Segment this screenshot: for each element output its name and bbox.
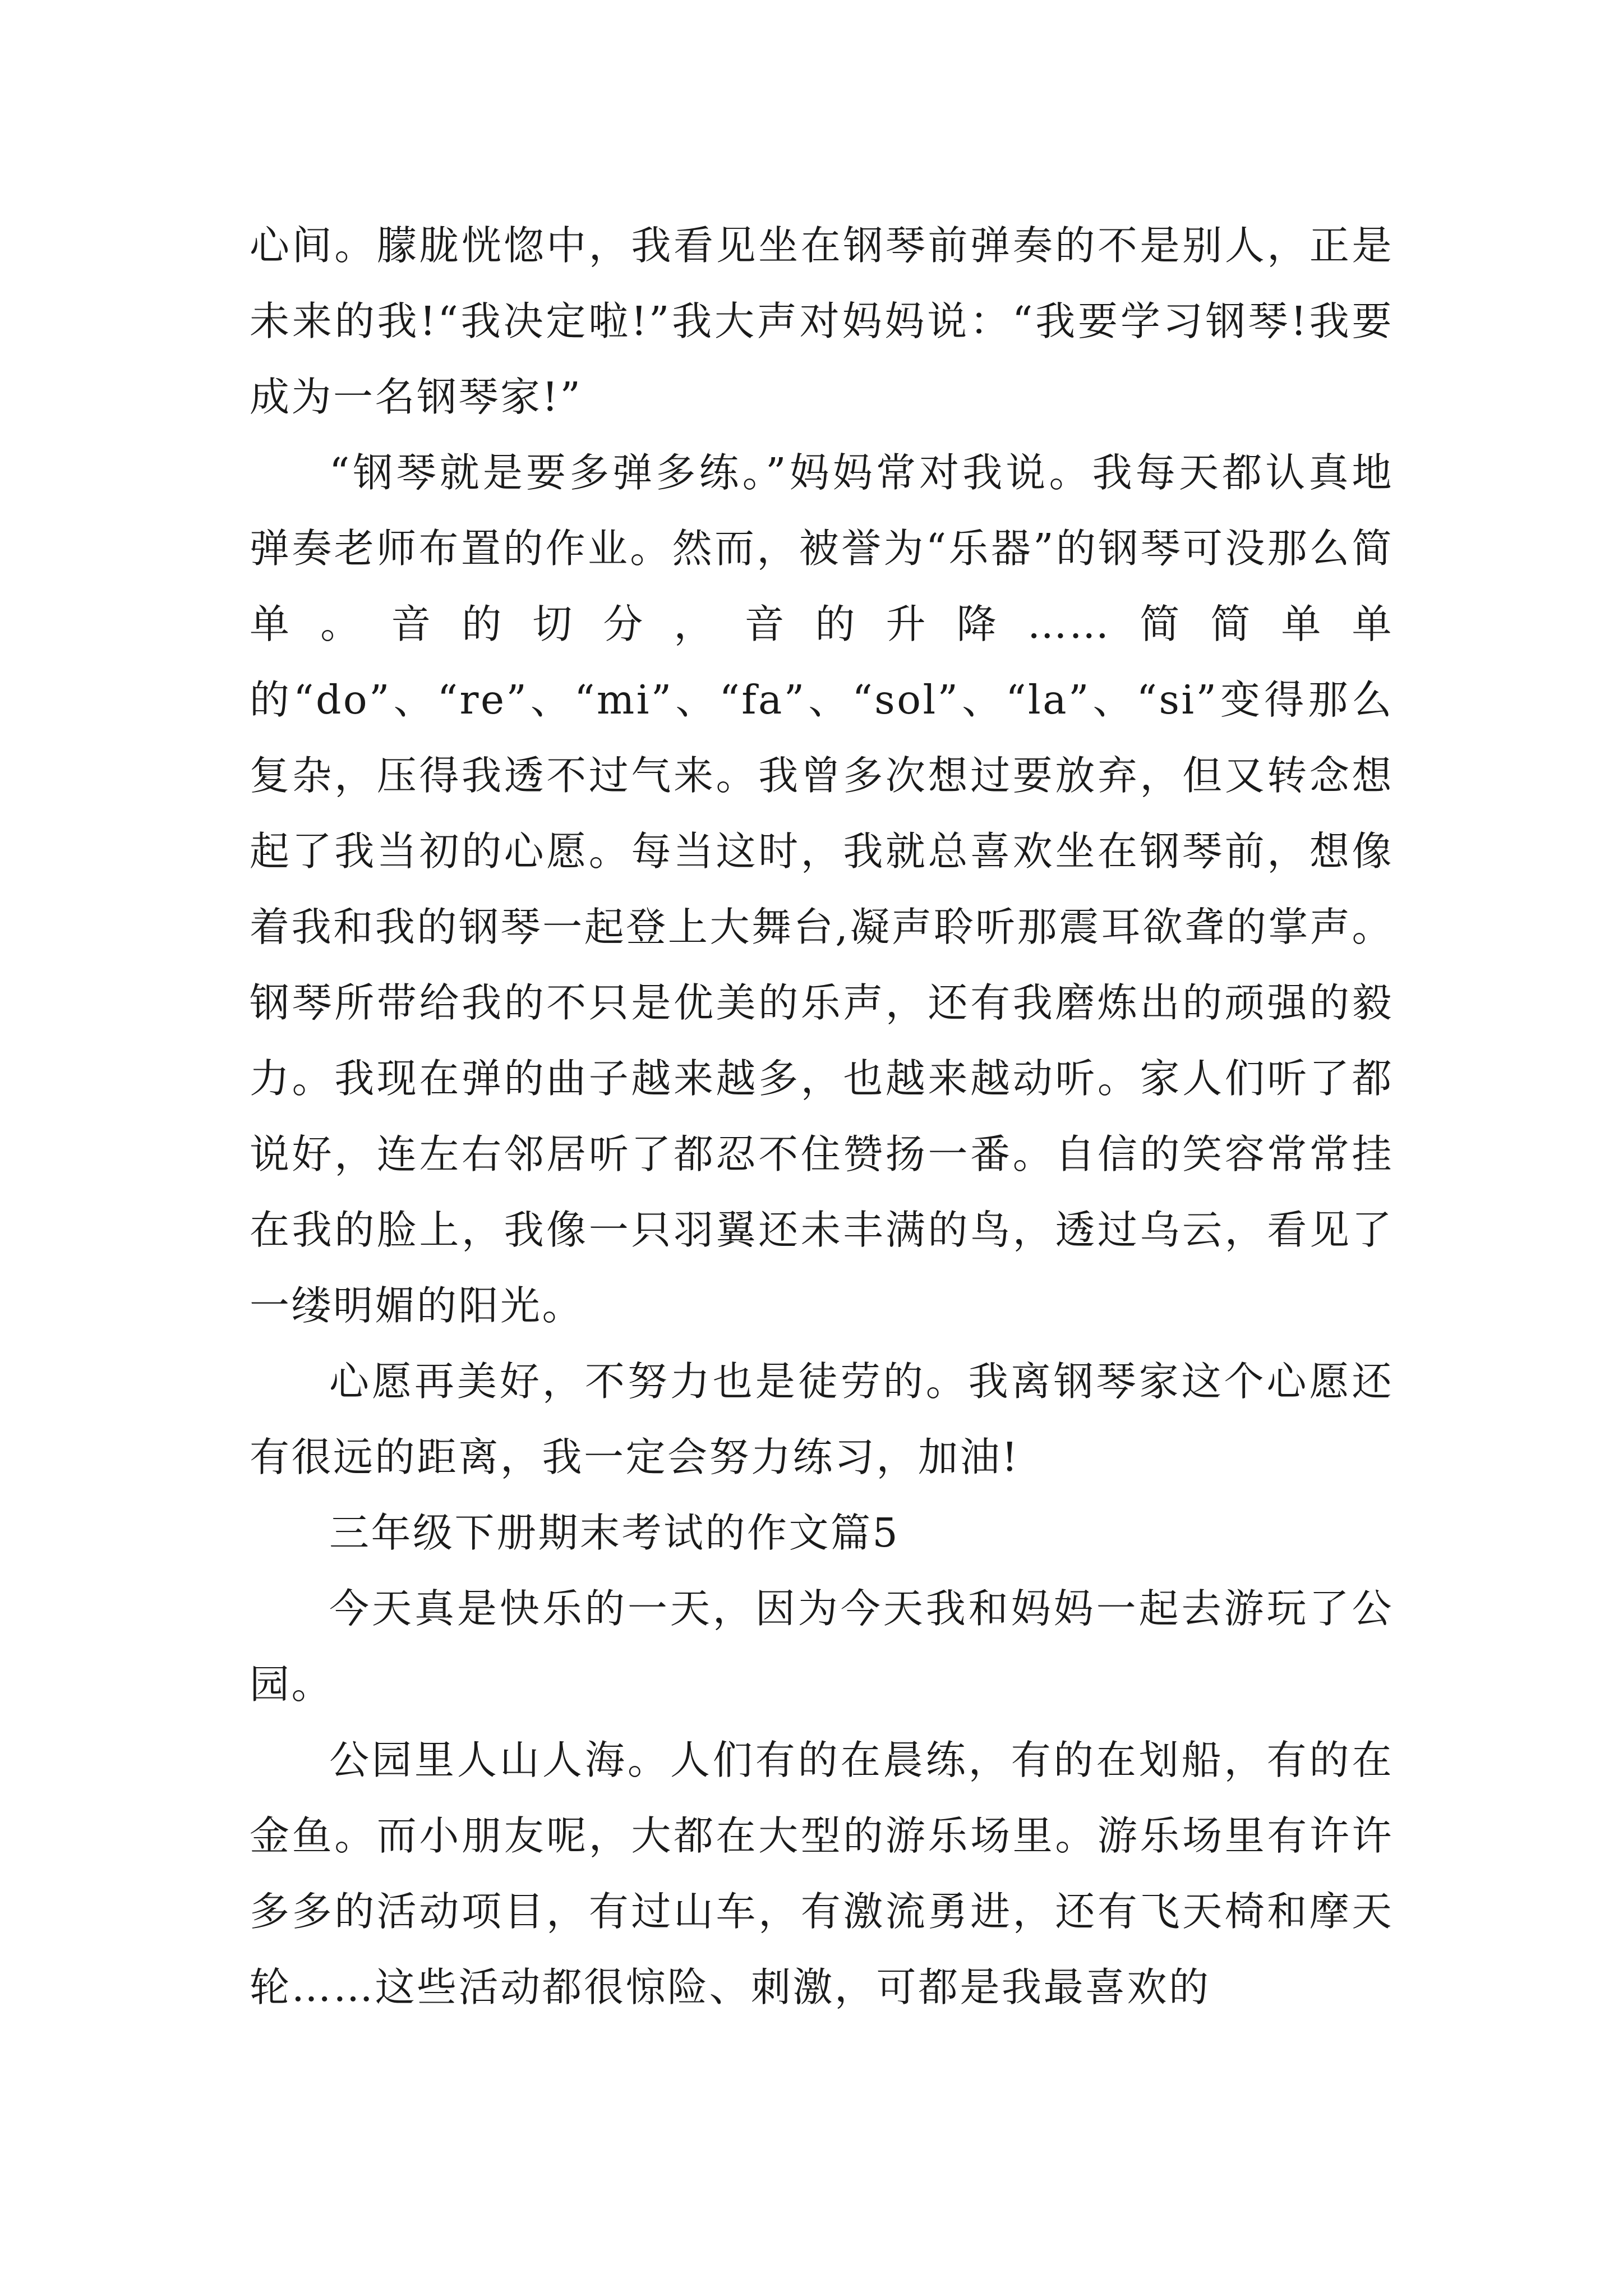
document-body bbox=[250, 208, 1394, 2025]
paragraph-piano-practice: “钢琴就是要多弹多练。”妈妈常对我说。我每天都认真地弹奏老师布置的作业。然而，被誉为“乐器”的钢琴可没那么简单。音的切分，音的升降……简简单单的“do”、“re”、“mi”、“fa”、“sol”、“la”、“si”变得那么复杂，压得我透不过气来。我曾多次想过要放弃，但又转念想起了我当初的心愿。每当这时，我就总喜欢坐在钢琴前，想像着我和我的钢琴一起登上大舞台,凝声聆听那震耳欲聋的掌声。钢琴所带给我的不只是优美的乐声，还有我磨炼出的顽强的毅力。我现在弹的曲子越来越多，也越来越动听。家人们听了都说好，连左右邻居听了都忍不住赞扬一番。自信的笑容常常挂在我的脸上，我像一只羽翼还未丰满的鸟，透过乌云，看见了一缕明媚的阳光。 bbox=[250, 449, 1394, 1329]
paragraph-park-description: 公园里人山人海。人们有的在晨练，有的在划船，有的在金鱼。而小朋友呢，大都在大型的游乐场里。游乐场里有许许多多的活动项目，有过山车，有激流勇进，还有飞天椅和摩天轮……这些活动都很惊险、刺激，可都是我最喜欢的 bbox=[250, 1737, 1394, 2010]
paragraph-piano-decision: 心间。朦胧恍惚中，我看见坐在钢琴前弹奏的不是别人，正是未来的我!“我决定啦!”我大声对妈妈说：“我要学习钢琴!我要成为一名钢琴家!” bbox=[250, 222, 1394, 420]
essay-heading: 三年级下册期末考试的作文篇5 bbox=[329, 1510, 900, 1556]
paragraph-piano-resolve: 心愿再美好，不努力也是徒劳的。我离钢琴家这个心愿还有很远的距离，我一定会努力练习，加油! bbox=[250, 1358, 1394, 1480]
paragraph-park-intro: 今天真是快乐的一天，因为今天我和妈妈一起去游玩了公园。 bbox=[250, 1585, 1394, 1708]
